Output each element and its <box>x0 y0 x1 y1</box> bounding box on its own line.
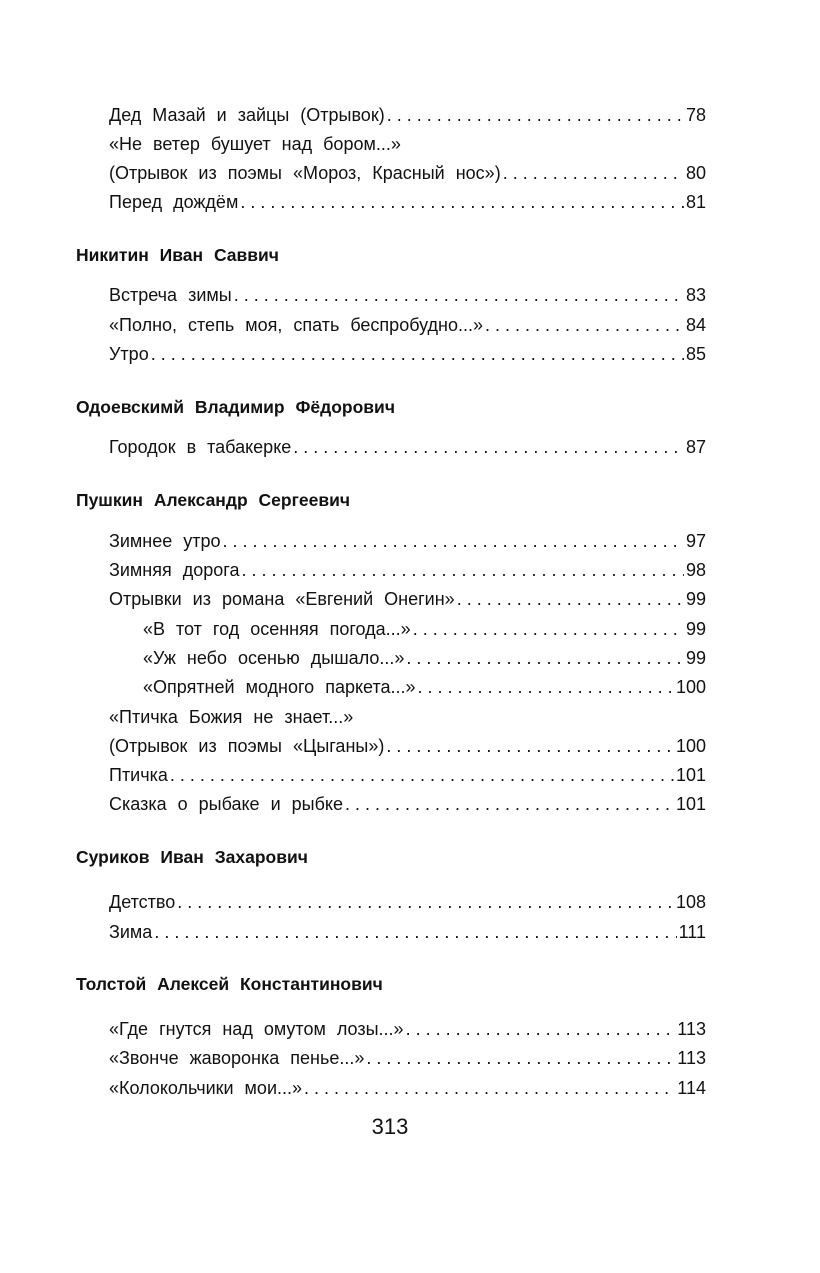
entry-page: 83 <box>685 285 706 305</box>
toc-entry <box>109 436 706 458</box>
entry-page: 80 <box>685 163 706 183</box>
toc-entry <box>109 735 706 757</box>
entry-title: Перед дождём <box>109 192 239 212</box>
entry-page: 101 <box>675 794 706 814</box>
entry-title: Зимняя дорога <box>109 560 240 580</box>
dot-leader <box>457 588 684 610</box>
dot-leader <box>345 793 674 815</box>
author-heading: Толстой Алексей Константинович <box>76 974 383 994</box>
entry-title: «Звонче жаворонка пенье...» <box>109 1048 365 1068</box>
dot-leader <box>418 676 674 698</box>
entry-title: «Колокольчики мои...» <box>109 1078 303 1098</box>
author-heading: Пушкин Александр Сергеевич <box>76 490 351 510</box>
entry-title: «Уж небо осенью дышало...» <box>143 648 405 668</box>
dot-leader <box>406 1018 676 1040</box>
toc-entry <box>109 284 706 306</box>
entry-page: 111 <box>678 922 706 942</box>
entry-title: «Полно, степь моя, спать беспробудно...» <box>109 315 483 335</box>
dot-leader <box>240 191 684 213</box>
entry-title: Дед Мазай и зайцы (Отрывок) <box>109 105 385 125</box>
dot-leader <box>223 530 684 552</box>
dot-leader <box>386 735 674 757</box>
page-number: 313 <box>371 1114 409 1139</box>
dot-leader <box>151 343 684 365</box>
entry-page: 78 <box>685 105 706 125</box>
dot-leader <box>304 1077 675 1099</box>
toc-entry <box>109 1077 706 1099</box>
entry-page: 99 <box>685 589 706 609</box>
entry-title: Птичка <box>109 765 168 785</box>
entry-title: Отрывки из романа «Евгений Онегин» <box>109 589 455 609</box>
toc-entry <box>109 1047 706 1069</box>
entry-page: 99 <box>685 619 706 639</box>
dot-leader <box>413 618 684 640</box>
entry-page: 98 <box>685 560 706 580</box>
entry-title: Утро <box>109 344 149 364</box>
toc-entry <box>109 343 706 365</box>
entry-page: 108 <box>675 892 706 912</box>
entry-page: 100 <box>675 736 706 756</box>
entry-page: 87 <box>685 437 706 457</box>
entry-title: Встреча зимы <box>109 285 232 305</box>
entry-page: 97 <box>685 531 706 551</box>
entry-page: 99 <box>685 648 706 668</box>
entry-page: 81 <box>685 192 706 212</box>
entry-title-line: «Птичка Божия не знает...» <box>109 707 354 727</box>
entry-title: «Опрятней модного паркета...» <box>143 677 416 697</box>
toc-entry <box>109 1018 706 1040</box>
toc-entry <box>109 559 706 581</box>
toc-subentry <box>143 676 706 698</box>
entry-page: 113 <box>677 1019 706 1039</box>
entry-page: 84 <box>685 315 706 335</box>
entry-page: 114 <box>677 1078 706 1098</box>
dot-leader <box>170 764 674 786</box>
entry-title: «Где гнутся над омутом лозы...» <box>109 1019 404 1039</box>
entry-page: 85 <box>685 344 706 364</box>
toc-entry <box>109 921 706 943</box>
dot-leader <box>154 921 676 943</box>
toc-entry <box>109 588 706 610</box>
dot-leader <box>485 314 684 336</box>
entry-title: Детство <box>109 892 176 912</box>
toc-entry <box>109 793 706 815</box>
toc-subentry <box>143 647 706 669</box>
dot-leader <box>366 1047 675 1069</box>
author-heading: Никитин Иван Саввич <box>76 245 279 265</box>
entry-title: (Отрывок из поэмы «Мороз, Красный нос») <box>109 163 501 183</box>
dot-leader <box>503 162 684 184</box>
toc-entry <box>109 314 706 336</box>
dot-leader <box>234 284 684 306</box>
author-heading: Суриков Иван Захарович <box>76 847 308 867</box>
entry-title: Сказка о рыбаке и рыбке <box>109 794 343 814</box>
entry-title: «В тот год осенняя погода...» <box>143 619 411 639</box>
entry-title: Зима <box>109 922 153 942</box>
toc-entry <box>109 191 706 213</box>
dot-leader <box>293 436 684 458</box>
entry-title: (Отрывок из поэмы «Цыганы») <box>109 736 385 756</box>
entry-title-line: «Не ветер бушует над бором...» <box>109 134 401 154</box>
entry-page: 101 <box>675 765 706 785</box>
dot-leader <box>241 559 684 581</box>
toc-entry <box>109 104 706 126</box>
entry-title: Городок в табакерке <box>109 437 292 457</box>
dot-leader <box>387 104 684 126</box>
dot-leader <box>406 647 684 669</box>
entry-title: Зимнее утро <box>109 531 221 551</box>
toc-entry <box>109 764 706 786</box>
dot-leader <box>177 891 674 913</box>
toc-subentry <box>143 618 706 640</box>
toc-entry <box>109 891 706 913</box>
entry-page: 113 <box>677 1048 706 1068</box>
entry-page: 100 <box>675 677 706 697</box>
toc-entry <box>109 162 706 184</box>
author-heading: Одоевскимй Владимир Фёдорович <box>76 397 395 417</box>
toc-entry <box>109 530 706 552</box>
